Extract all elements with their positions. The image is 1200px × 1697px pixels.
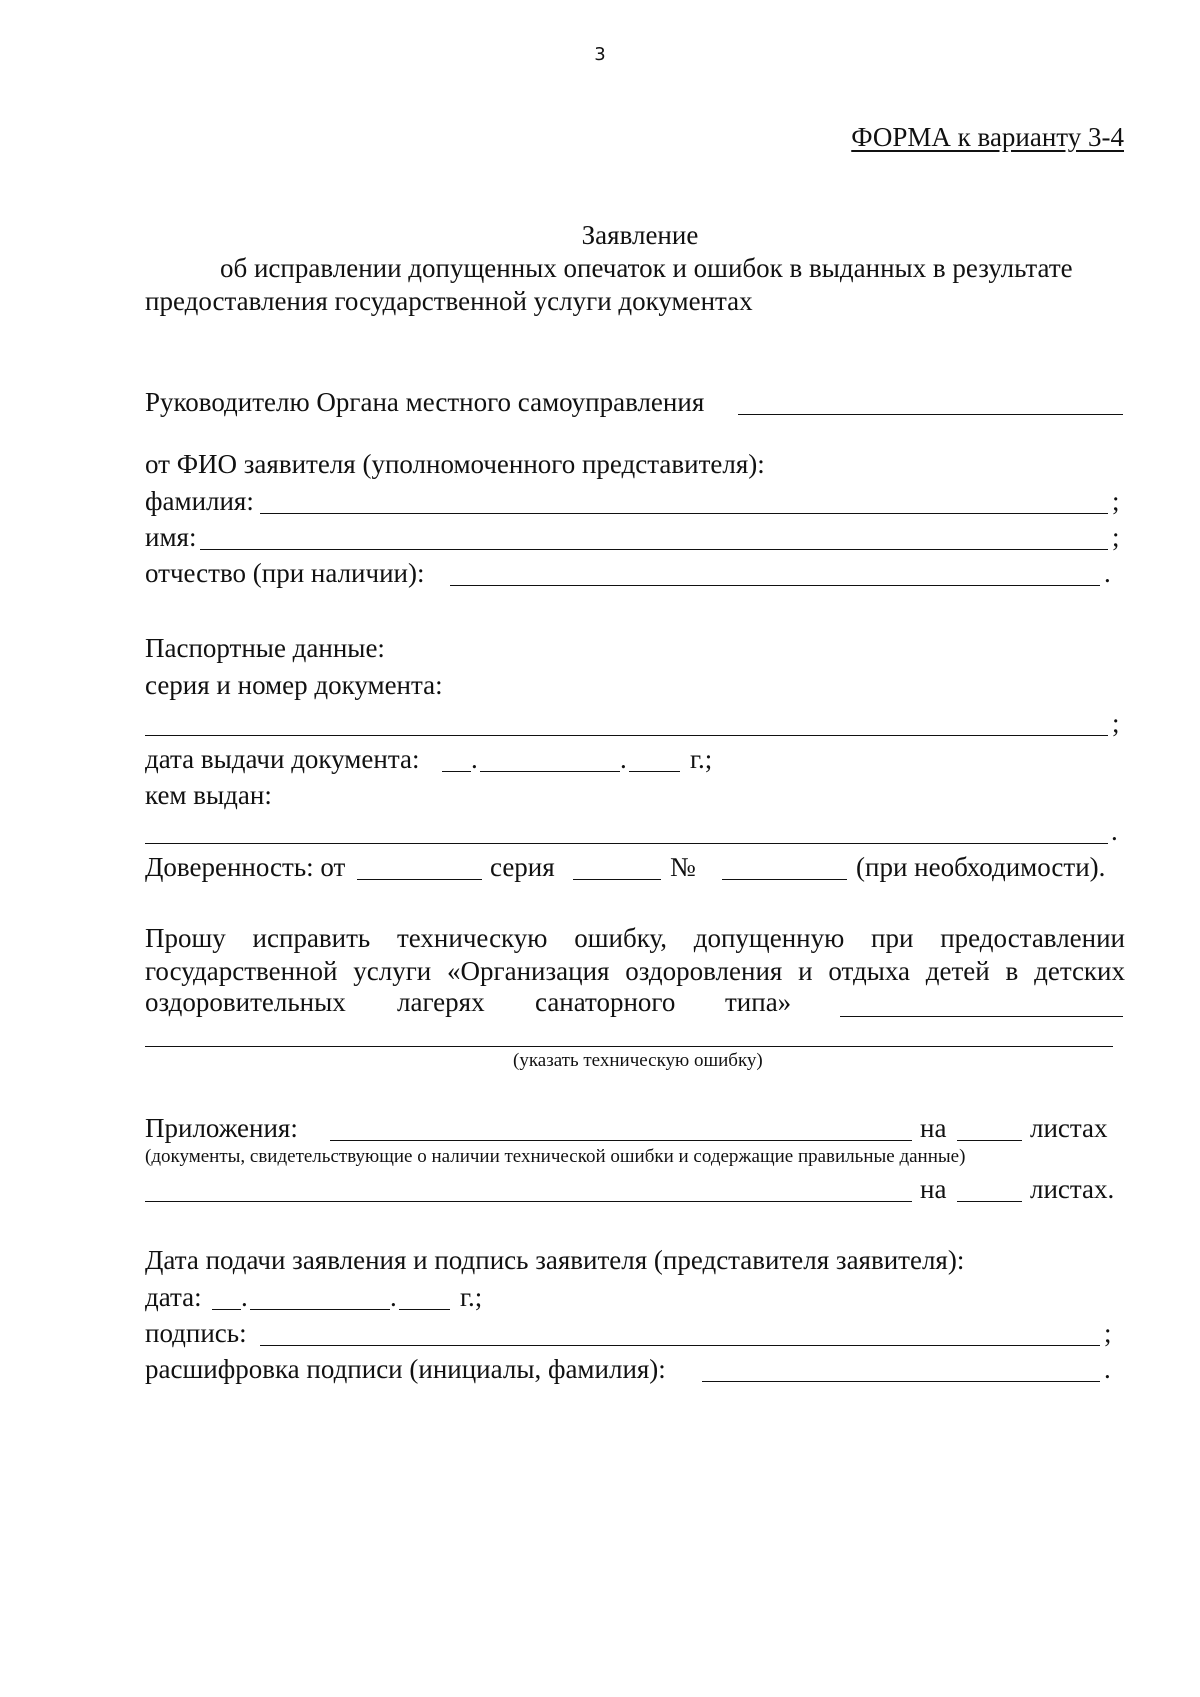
- issue-date-dot-1: .: [471, 744, 478, 774]
- issue-day-field[interactable]: [442, 771, 471, 772]
- patronymic-label: отчество (при наличии):: [145, 558, 425, 588]
- poa-series-label: серия: [490, 852, 555, 882]
- issue-date-dot-2: .: [620, 744, 627, 774]
- attachments-sheets-field-2[interactable]: [957, 1201, 1022, 1202]
- request-word-1: оздоровительных: [145, 987, 346, 1017]
- patronymic-period: .: [1104, 558, 1111, 588]
- error-hint: (указать техническую ошибку): [513, 1050, 763, 1071]
- date-year-suffix: г.;: [460, 1282, 483, 1312]
- date-dot-2: .: [390, 1282, 397, 1312]
- signature-decode-field[interactable]: [702, 1381, 1100, 1382]
- issue-date-label: дата выдачи документа:: [145, 744, 420, 774]
- submission-label: Дата подачи заявления и подпись заявителя (представителя заявителя):: [145, 1245, 965, 1275]
- name-semicolon: ;: [1112, 522, 1120, 552]
- surname-field[interactable]: [260, 513, 1108, 514]
- request-line-2: государственной услуги «Организация оздоровления и отдыха детей в детских: [145, 956, 1125, 986]
- page-number: 3: [594, 44, 606, 65]
- request-word-2: лагерях: [397, 987, 485, 1017]
- request-word-3: санаторного: [535, 987, 676, 1017]
- surname-label: фамилия:: [145, 486, 254, 516]
- series-number-label: серия и номер документа:: [145, 670, 443, 700]
- signature-decode-period: .: [1104, 1354, 1111, 1384]
- surname-semicolon: ;: [1112, 486, 1120, 516]
- poa-note: (при необходимости).: [856, 852, 1106, 882]
- signature-semicolon: ;: [1104, 1318, 1112, 1348]
- attachments-sheets-2: листах.: [1030, 1174, 1115, 1204]
- date-label: дата:: [145, 1282, 202, 1312]
- poa-date-field[interactable]: [357, 879, 482, 880]
- patronymic-field[interactable]: [450, 585, 1100, 586]
- issued-by-field[interactable]: [145, 843, 1108, 844]
- attachments-on-1: на: [920, 1113, 947, 1143]
- subtitle-line-1: об исправлении допущенных опечаток и ошибок в выданных в результате: [220, 253, 1073, 283]
- signature-label: подпись:: [145, 1318, 247, 1348]
- poa-series-field[interactable]: [573, 879, 661, 880]
- request-line-1: Прошу исправить техническую ошибку, допущенную при предоставлении: [145, 923, 1125, 953]
- attachments-field-1[interactable]: [330, 1140, 912, 1141]
- poa-label: Доверенность: от: [145, 852, 346, 882]
- request-error-field-2[interactable]: [145, 1046, 1113, 1047]
- request-error-field-1[interactable]: [840, 1016, 1123, 1017]
- addressee-label: Руководителю Органа местного самоуправления: [145, 387, 705, 417]
- series-number-semicolon: ;: [1112, 708, 1120, 738]
- document-title: Заявление: [581, 220, 699, 250]
- from-label: от ФИО заявителя (уполномоченного представителя):: [145, 449, 765, 479]
- attachments-label: Приложения:: [145, 1113, 298, 1143]
- issue-month-field[interactable]: [480, 771, 620, 772]
- attachments-field-2[interactable]: [145, 1201, 912, 1202]
- attachments-hint: (документы, свидетельствующие о наличии технической ошибки и содержащие правильные данные): [145, 1146, 966, 1167]
- issued-by-label: кем выдан:: [145, 780, 272, 810]
- name-label: имя:: [145, 522, 197, 552]
- signature-field[interactable]: [260, 1345, 1100, 1346]
- issued-by-period: .: [1111, 816, 1118, 846]
- request-word-4: типа»: [725, 987, 792, 1017]
- series-number-field[interactable]: [145, 735, 1108, 736]
- date-year-field[interactable]: [399, 1309, 450, 1310]
- passport-label: Паспортные данные:: [145, 633, 385, 663]
- date-month-field[interactable]: [250, 1309, 390, 1310]
- poa-number-field[interactable]: [722, 879, 847, 880]
- attachments-on-2: на: [920, 1174, 947, 1204]
- issue-year-suffix: г.;: [690, 744, 713, 774]
- date-day-field[interactable]: [212, 1309, 241, 1310]
- subtitle-line-2: предоставления государственной услуги документах: [145, 286, 753, 316]
- form-reference: ФОРМА к варианту 3-4: [851, 122, 1124, 152]
- addressee-field[interactable]: [738, 414, 1123, 415]
- issue-year-field[interactable]: [629, 771, 680, 772]
- signature-decode-label: расшифровка подписи (инициалы, фамилия):: [145, 1354, 666, 1384]
- date-dot-1: .: [241, 1282, 248, 1312]
- attachments-sheets-1: листах: [1030, 1113, 1108, 1143]
- poa-number-label: №: [670, 852, 696, 882]
- attachments-sheets-field-1[interactable]: [957, 1140, 1022, 1141]
- name-field[interactable]: [200, 549, 1108, 550]
